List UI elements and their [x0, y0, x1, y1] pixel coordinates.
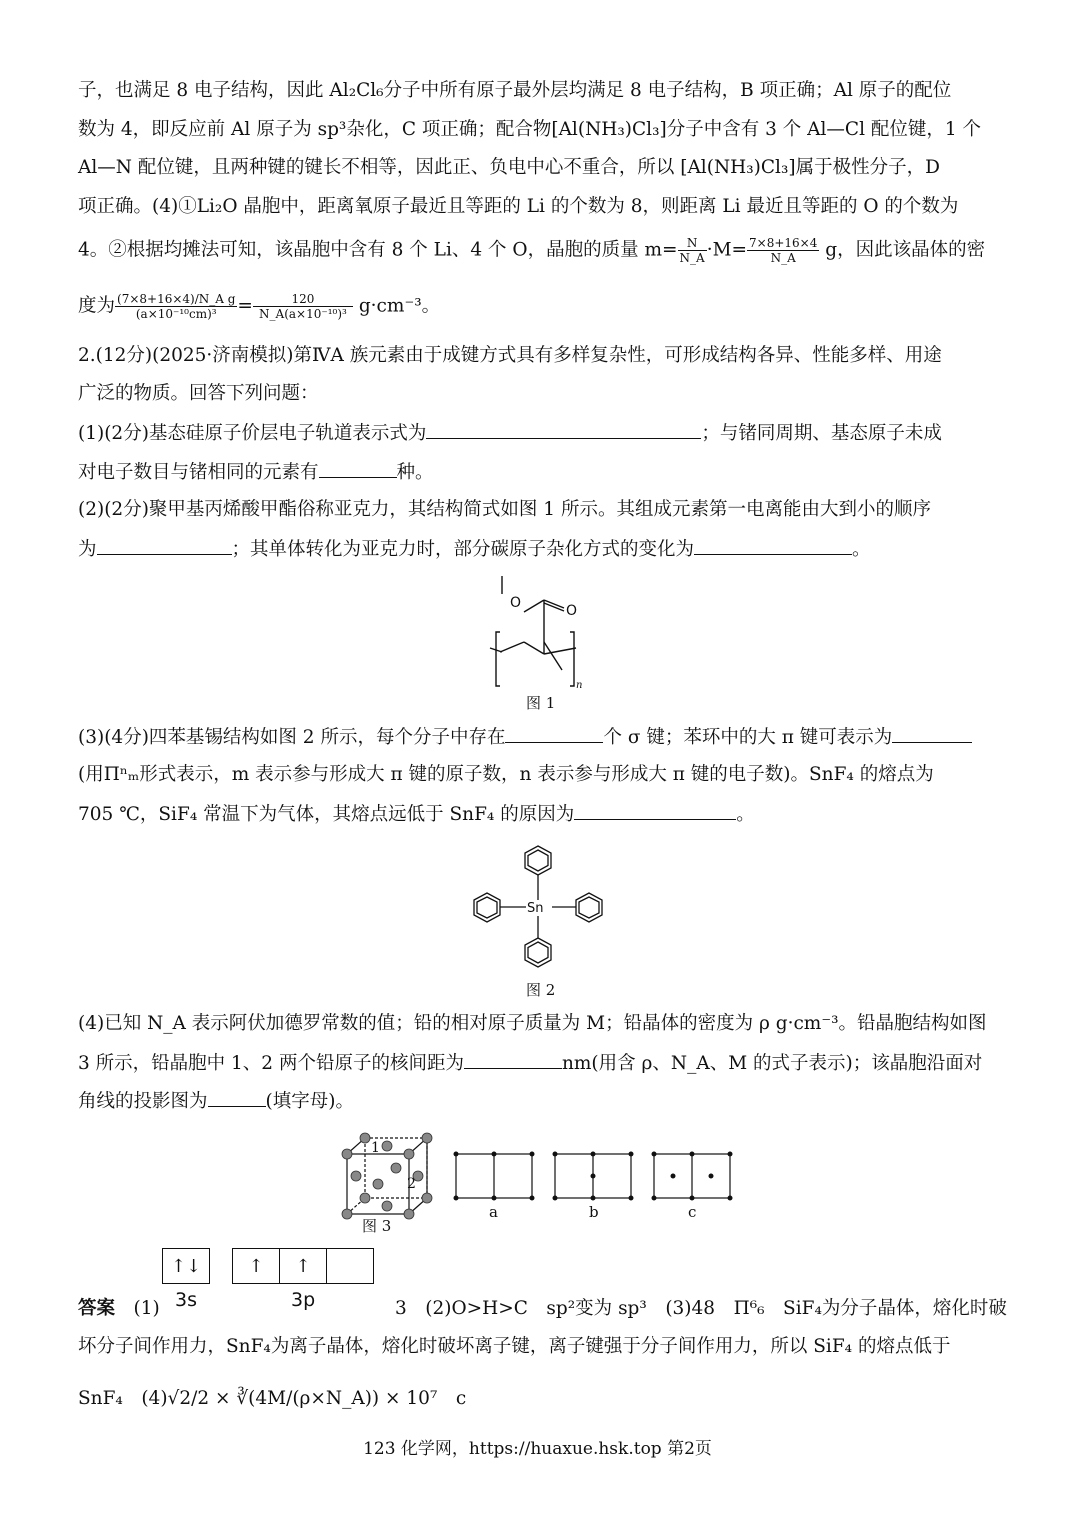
- question-part-2: (2)(2分)聚甲基丙烯酸甲酯俗称亚克力，其结构简式如图 1 所示。其组成元素第一电离能由大到小的顺序: [78, 499, 931, 520]
- text-span: 3 所示，铅晶胞中 1、2 两个铅原子的核间距为: [78, 1053, 464, 1074]
- answer-line-cont: 3 (2)O>H>C sp²变为 sp³ (3)48 Π⁶₆ SiF₄为分子晶体，熔化时破: [395, 1298, 1007, 1319]
- projection-option-c: [650, 1150, 734, 1202]
- fraction: $\frac{7\times 8+16\times 4}{N\_A}$: [749, 236, 818, 265]
- fraction: $\frac{N}{N\_A}$: [679, 236, 705, 265]
- answer-blank[interactable]: [694, 536, 852, 555]
- question-part-3-cont: [78, 801, 755, 828]
- text-span: 种。: [396, 462, 434, 483]
- text-span: ·M=: [706, 239, 748, 261]
- text-span: c: [455, 1388, 467, 1409]
- text-line: 数为 4，即反应前 Al 原子为 sp³杂化，C 项正确；配合物[Al(NH₃)Cl₃]分子中含有 3 个 Al—Cl 配位键，1 个: [78, 119, 982, 140]
- text-span: 。: [736, 804, 755, 825]
- answer-line: 坏分子间作用力，SnF₄为离子晶体，熔化时破坏离子键，离子键强于分子间作用力，所以 SiF₄ 的熔点低于: [78, 1336, 951, 1357]
- text-span: g·cm⁻³。: [358, 295, 441, 317]
- answer-blank[interactable]: [892, 724, 972, 743]
- text-span: 度为: [78, 295, 116, 317]
- answer-blank[interactable]: [505, 724, 603, 743]
- text-span: (3)(4分)四苯基锡结构如图 2 所示，每个分子中存在: [78, 727, 506, 748]
- text-span: 角线的投影图为: [78, 1091, 208, 1112]
- text-span: ；其单体转化为亚克力时，部分碳原子杂化方式的变化为: [231, 539, 695, 560]
- oxygen-label: O: [566, 603, 578, 619]
- answer-blank[interactable]: [426, 420, 701, 439]
- figure-3-unit-cell: [335, 1128, 445, 1223]
- text-span: 4。②根据均摊法可知，该晶胞中含有 8 个 Li、4 个 O，晶胞的质量 m=: [78, 239, 678, 261]
- question-part-3-cont: (用Πⁿₘ形式表示，m 表示参与形成大 π 键的原子数，n 表示参与形成大 π 键的电子数)。SnF₄ 的熔点为: [78, 764, 934, 785]
- text-span: (1): [133, 1298, 160, 1319]
- text-span: 个 σ 键；苯环中的大 π 键可表示为: [603, 727, 893, 748]
- answer-blank[interactable]: [208, 1088, 266, 1107]
- answer-blank[interactable]: [319, 459, 397, 478]
- atom-label-1: 1: [371, 1140, 380, 1156]
- figure-1-pmma-structure: [480, 570, 600, 690]
- text-span: g，因此该晶体的密: [825, 239, 986, 261]
- option-label: b: [589, 1203, 599, 1221]
- orbital-cell: ↑: [280, 1249, 327, 1283]
- orbital-label-3s: 3s: [175, 1289, 197, 1311]
- repeat-n-label: n: [576, 680, 583, 690]
- orbital-label-3p: 3p: [291, 1289, 316, 1311]
- orbital-cell: ↑↓: [170, 1255, 202, 1277]
- orbital-3s-boxes: [162, 1248, 210, 1284]
- answer-blank[interactable]: [464, 1050, 562, 1069]
- question-title: 2.(12分)(2025·济南模拟)第ⅣA 族元素由于成键方式具有多样复杂性，可形成结构各异、性能多样、用途: [78, 345, 942, 366]
- text-span: ；与锗同周期、基态原子未成: [701, 423, 942, 444]
- text-line: 项正确。(4)①Li₂O 晶胞中，距离氧原子最近且等距的 Li 的个数为 8，则距离 Li 最近且等距的 O 的个数为: [78, 196, 959, 217]
- question-part-4: (4)已知 N_A 表示阿伏加德罗常数的值；铅的相对原子质量为 M；铅晶体的密度为 ρ g·cm⁻³。铅晶胞结构如图: [78, 1013, 987, 1034]
- tin-atom-label: Sn: [527, 901, 544, 916]
- text-line: 广泛的物质。回答下列问题：: [78, 383, 319, 404]
- text-span: 。: [852, 539, 871, 560]
- figure-caption: 图 1: [526, 694, 556, 712]
- question-part-3: [78, 724, 972, 751]
- math-expression: √2/2 × ∛(4M/(ρ×N_A)) × 10⁷: [167, 1388, 438, 1409]
- answer-blank[interactable]: [97, 536, 232, 555]
- option-label: c: [688, 1203, 697, 1221]
- orbital-cell: ↑: [233, 1249, 280, 1283]
- projection-option-b: [551, 1150, 635, 1202]
- figure-caption: 图 2: [526, 981, 556, 999]
- fraction: $\frac{120}{\text{N\_A(a×10⁻¹⁰)³}}$: [253, 292, 353, 321]
- text-span: 对电子数目与锗相同的元素有: [78, 462, 319, 483]
- text-span: (1)(2分)基态硅原子价层电子轨道表示式为: [78, 423, 427, 444]
- orbital-cell: [327, 1249, 373, 1283]
- atom-label-2: 2: [407, 1176, 416, 1192]
- text-span: =: [237, 295, 253, 317]
- text-span: 705 ℃，SiF₄ 常温下为气体，其熔点远低于 SnF₄ 的原因为: [78, 804, 575, 825]
- text-span: nm(用含 ρ、N_A、M 的式子表示)；该晶胞沿面对: [561, 1053, 983, 1074]
- answer-line: [78, 1296, 160, 1322]
- figure-caption: 图 3: [362, 1217, 392, 1235]
- page-footer: 123 化学网，https://huaxue.hsk.top 第2页: [363, 1439, 712, 1459]
- option-label: a: [489, 1203, 498, 1221]
- text-span: 为: [78, 539, 97, 560]
- answer-title: 答案: [78, 1298, 116, 1319]
- figure-2-tetraphenyltin: [468, 842, 608, 972]
- projection-option-a: [452, 1150, 536, 1202]
- answer-blank[interactable]: [574, 801, 736, 820]
- fraction: $\frac{\text{(7×8+16×4)/N\_A g}}{\text{(a×10⁻¹⁰cm)³}}$: [117, 292, 236, 321]
- question-part-1-cont: [78, 459, 434, 486]
- text-line: 子，也满足 8 电子结构，因此 Al₂Cl₆分子中所有原子最外层均满足 8 电子结构，B 项正确；Al 原子的配位: [78, 80, 952, 101]
- text-line: [78, 236, 985, 265]
- question-part-2-cont: [78, 536, 871, 563]
- text-span: (填字母)。: [265, 1091, 354, 1112]
- question-part-4-cont: [78, 1050, 982, 1077]
- text-line: Al—N 配位键，且两种键的键长不相等，因此正、负电中心不重合，所以 [Al(NH₃)Cl₃]属于极性分子，D: [78, 157, 940, 178]
- question-part-4-cont: [78, 1088, 354, 1115]
- text-line: [78, 292, 440, 321]
- oxygen-label: O: [510, 595, 522, 611]
- text-span: SnF₄ (4): [78, 1388, 168, 1409]
- orbital-3p-boxes: [232, 1248, 374, 1284]
- question-part-1: [78, 420, 942, 447]
- answer-line: [78, 1386, 466, 1412]
